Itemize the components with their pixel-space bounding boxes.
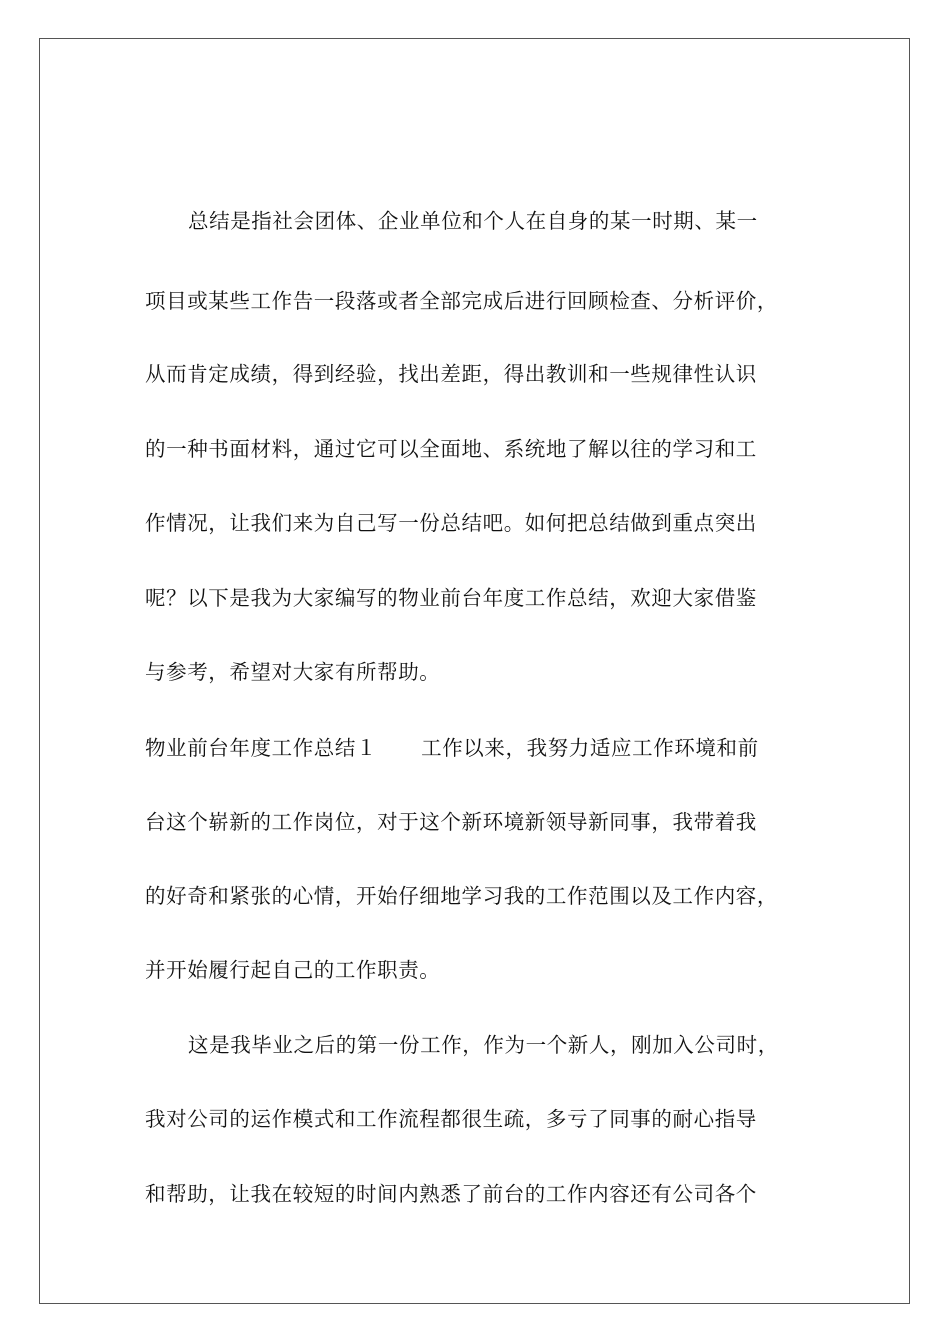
paragraph-1-line-6: 呢？以下是我为大家编写的物业前台年度工作总结，欢迎大家借鉴: [145, 586, 757, 610]
paragraph-3-line-2: 我对公司的运作模式和工作流程都很生疏，多亏了同事的耐心指导: [145, 1107, 757, 1131]
paragraph-1-line-7: 与参考，希望对大家有所帮助。: [145, 660, 441, 684]
paragraph-2-line-1: 工作以来，我努力适应工作环境和前: [421, 736, 759, 760]
paragraph-1-line-3: 从而肯定成绩，得到经验，找出差距，得出教训和一些规律性认识: [145, 362, 757, 386]
section-heading-line: [145, 733, 805, 763]
paragraph-1-line-1: 总结是指社会团体、企业单位和个人在自身的某一时期、某一: [188, 209, 758, 233]
paragraph-2-line-4: 并开始履行起自己的工作职责。: [145, 958, 441, 982]
section-heading: 物业前台年度工作总结１: [145, 736, 378, 760]
paragraph-1-line-2: 项目或某些工作告一段落或者全部完成后进行回顾检查、分析评价，: [145, 289, 778, 313]
paragraph-3-line-3: 和帮助，让我在较短的时间内熟悉了前台的工作内容还有公司各个: [145, 1182, 757, 1206]
paragraph-2-line-3: 的好奇和紧张的心情，开始仔细地学习我的工作范围以及工作内容，: [145, 884, 778, 908]
paragraph-1-line-5: 作情况，让我们来为自己写一份总结吧。如何把总结做到重点突出: [145, 511, 757, 535]
paragraph-1-line-4: 的一种书面材料，通过它可以全面地、系统地了解以往的学习和工: [145, 437, 757, 461]
paragraph-2-line-2: 台这个崭新的工作岗位，对于这个新环境新领导新同事，我带着我: [145, 810, 757, 834]
paragraph-3-line-1: 这是我毕业之后的第一份工作，作为一个新人，刚加入公司时，: [188, 1033, 779, 1057]
